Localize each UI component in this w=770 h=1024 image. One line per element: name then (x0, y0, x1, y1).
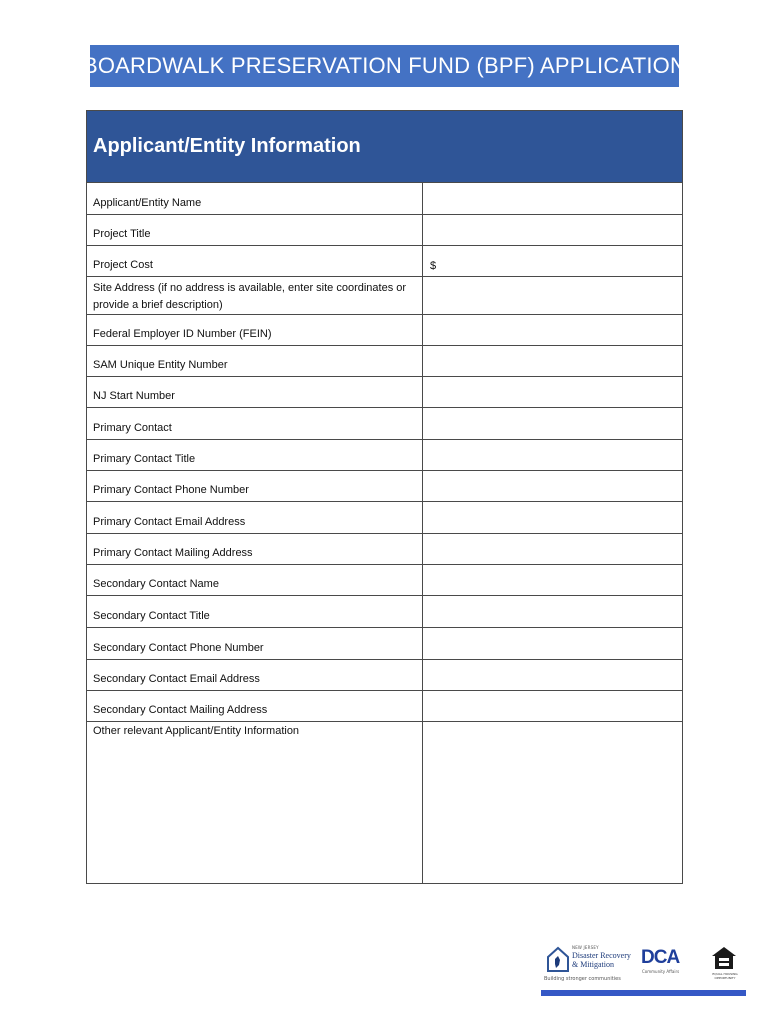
form-row-primary-contact-title (87, 440, 682, 471)
primary-contact-title-field[interactable] (423, 440, 682, 470)
field-label: Other relevant Applicant/Entity Information (87, 722, 423, 883)
site-address-field[interactable] (423, 277, 682, 314)
field-label: Project Cost (87, 246, 423, 276)
field-label: Primary Contact Phone Number (87, 471, 423, 501)
form-row-fein (87, 315, 682, 346)
field-label: Project Title (87, 215, 423, 245)
form-row-primary-contact-mailing (87, 534, 682, 565)
secondary-contact-phone-field[interactable] (423, 628, 682, 659)
applicant-form-table (86, 110, 683, 884)
form-row-other-information (87, 722, 682, 883)
nj-start-number-field[interactable] (423, 377, 682, 407)
field-label: Primary Contact Mailing Address (87, 534, 423, 564)
project-cost-field[interactable]: $ (430, 260, 437, 272)
primary-contact-email-field[interactable] (423, 502, 682, 533)
primary-contact-phone-field[interactable] (423, 471, 682, 501)
field-label: Primary Contact (87, 408, 423, 439)
field-label: Secondary Contact Mailing Address (87, 691, 423, 721)
field-label: Secondary Contact Phone Number (87, 628, 423, 659)
field-label: Primary Contact Email Address (87, 502, 423, 533)
primary-contact-field[interactable] (423, 408, 682, 439)
applicant-name-field[interactable] (423, 183, 682, 214)
form-row-project-cost (87, 246, 682, 277)
field-label: Primary Contact Title (87, 440, 423, 470)
logo-tagline: Building stronger communities (544, 976, 621, 982)
field-label: NJ Start Number (87, 377, 423, 407)
form-row-secondary-contact-phone (87, 628, 682, 660)
field-label: SAM Unique Entity Number (87, 346, 423, 376)
field-label: Secondary Contact Name (87, 565, 423, 595)
secondary-contact-name-field[interactable] (423, 565, 682, 595)
field-label: Secondary Contact Title (87, 596, 423, 627)
secondary-contact-mailing-field[interactable] (423, 691, 682, 721)
secondary-contact-email-field[interactable] (423, 660, 682, 690)
sam-number-field[interactable] (423, 346, 682, 376)
dca-logo-sub: Community Affairs (642, 969, 680, 974)
form-row-nj-start-number (87, 377, 682, 408)
dca-logo: DCA (641, 947, 680, 968)
form-row-secondary-contact-name (87, 565, 682, 596)
field-label: Applicant/Entity Name (87, 183, 423, 214)
section-heading: Applicant/Entity Information (87, 111, 682, 183)
form-row-sam-number (87, 346, 682, 377)
equal-housing-icon (711, 946, 737, 970)
form-row-project-title (87, 215, 682, 246)
logo-state-label: NEW JERSEY (572, 945, 599, 950)
form-row-primary-contact-phone (87, 471, 682, 502)
other-information-field[interactable] (423, 722, 682, 883)
house-logo-icon (546, 945, 570, 973)
form-row-secondary-contact-mailing (87, 691, 682, 722)
fein-field[interactable] (423, 315, 682, 345)
form-row-primary-contact-email (87, 502, 682, 534)
equal-housing-text: EQUAL HOUSING OPPORTUNITY (712, 972, 738, 980)
form-row-primary-contact (87, 408, 682, 440)
document-title: BOARDWALK PRESERVATION FUND (BPF) APPLICATION (90, 45, 679, 87)
secondary-contact-title-field[interactable] (423, 596, 682, 627)
field-label: Secondary Contact Email Address (87, 660, 423, 690)
project-title-field[interactable] (423, 215, 682, 245)
form-row-secondary-contact-title (87, 596, 682, 628)
field-label: Site Address (if no address is available, enter site coordinates or provide a brief description) (87, 277, 423, 314)
form-row-applicant-name (87, 183, 682, 215)
logo-dr-line2: & Mitigation (572, 960, 614, 969)
form-row-secondary-contact-email (87, 660, 682, 691)
logo-dr-line1: Disaster Recovery (572, 951, 631, 960)
form-row-site-address (87, 277, 682, 315)
primary-contact-mailing-field[interactable] (423, 534, 682, 564)
field-label: Federal Employer ID Number (FEIN) (87, 315, 423, 345)
footer-logos (541, 939, 746, 996)
